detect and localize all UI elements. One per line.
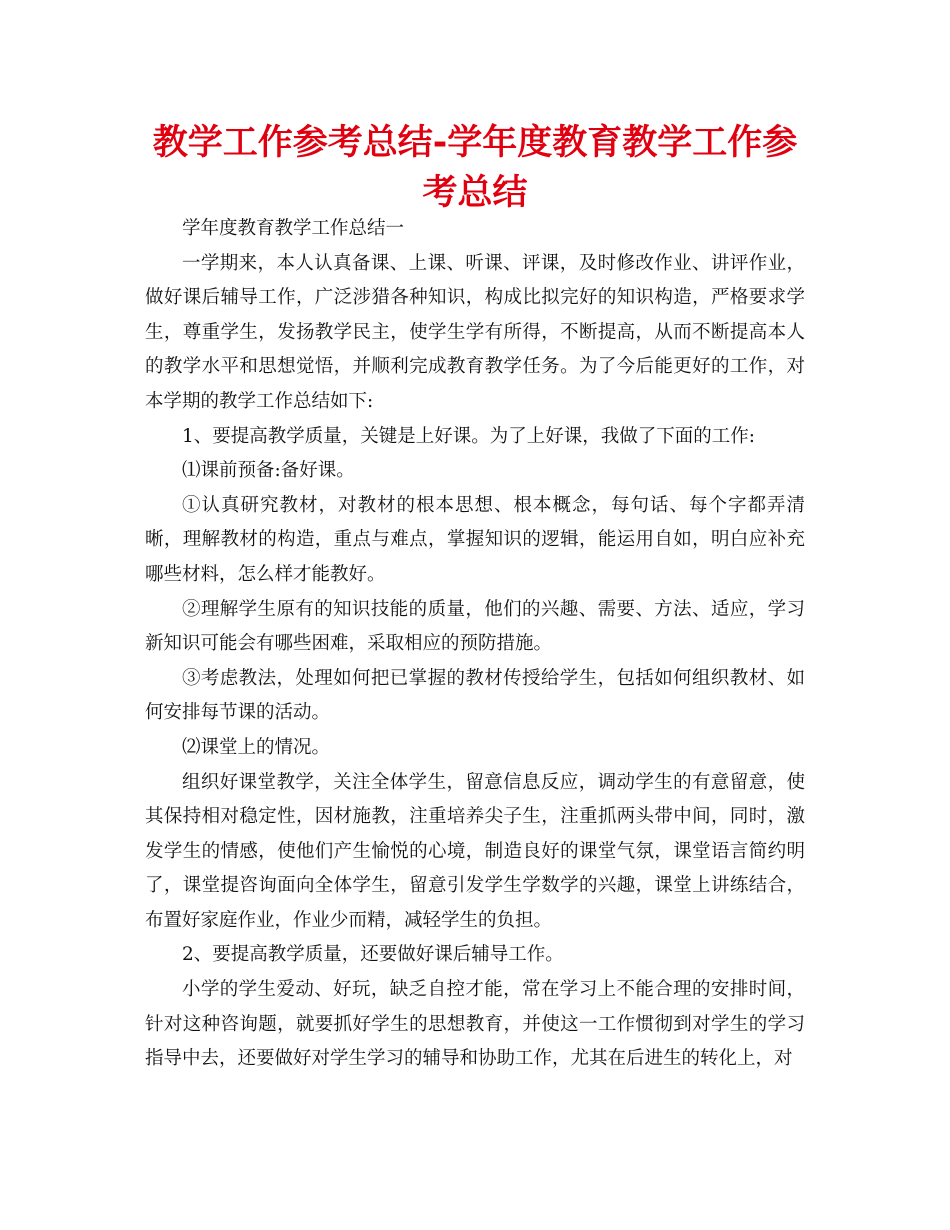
paragraph: 小学的学生爱动、好玩，缺乏自控才能，常在学习上不能合理的安排时间，针对这种咨询题，就要抓好学生的思想教育，并使这一工作惯彻到对学生的学习指导中去，还要做好对学生学习的辅导和协助工作，尤其在后进生的转化上，对 bbox=[145, 979, 805, 1070]
paragraph: 2、要提高教学质量，还要做好课后辅导工作。 bbox=[182, 944, 564, 966]
paragraph: 一学期来，本人认真备课、上课、听课、评课，及时修改作业、讲评作业，做好课后辅导工作，广泛涉猎各种知识，构成比拟完好的知识构造，严格要求学生，尊重学生，发扬教学民主，使学生学有所得，不断提高，从而不断提高本人的教学水平和思想觉悟，并顺利完成教育教学任务。为了今后能更好的工作，对本学期的教学工作总结如下: bbox=[145, 252, 805, 412]
paragraph: ⑴课前预备:备好课。 bbox=[182, 460, 355, 482]
paragraph: ①认真研究教材，对教材的根本思想、根本概念，每句话、每个字都弄清晰，理解教材的构造，重点与难点，掌握知识的逻辑，能运用自如，明白应补充哪些材料，怎么样才能教好。 bbox=[145, 494, 805, 585]
paragraph: ③考虑教法，处理如何把已掌握的教材传授给学生，包括如何组织教材、如何安排每节课的活动。 bbox=[145, 667, 805, 724]
paragraph: ⑵课堂上的情况。 bbox=[182, 736, 331, 758]
paragraph: ②理解学生原有的知识技能的质量，他们的兴趣、需要、方法、适应，学习新知识可能会有哪些困难，采取相应的预防措施。 bbox=[145, 598, 805, 655]
document-title: 教学工作参考总结-学年度教育教学工作参考总结 bbox=[152, 123, 798, 213]
paragraph: 组织好课堂教学，关注全体学生，留意信息反应，调动学生的有意留意，使其保持相对稳定性，因材施教，注重培养尖子生，注重抓两头带中间，同时，激发学生的情感，使他们产生愉悦的心境，制造良好的课堂气氛，课堂语言简约明了，课堂提咨询面向全体学生，留意引发学生学数学的兴趣，课堂上讲练结合，布置好家庭作业，作业少而精，减轻学生的负担。 bbox=[145, 771, 805, 931]
document-body bbox=[145, 212, 805, 1077]
paragraph: 学年度教育教学工作总结一 bbox=[182, 218, 405, 239]
paragraph: 1、要提高教学质量，关键是上好课。为了上好课，我做了下面的工作: bbox=[182, 425, 756, 447]
